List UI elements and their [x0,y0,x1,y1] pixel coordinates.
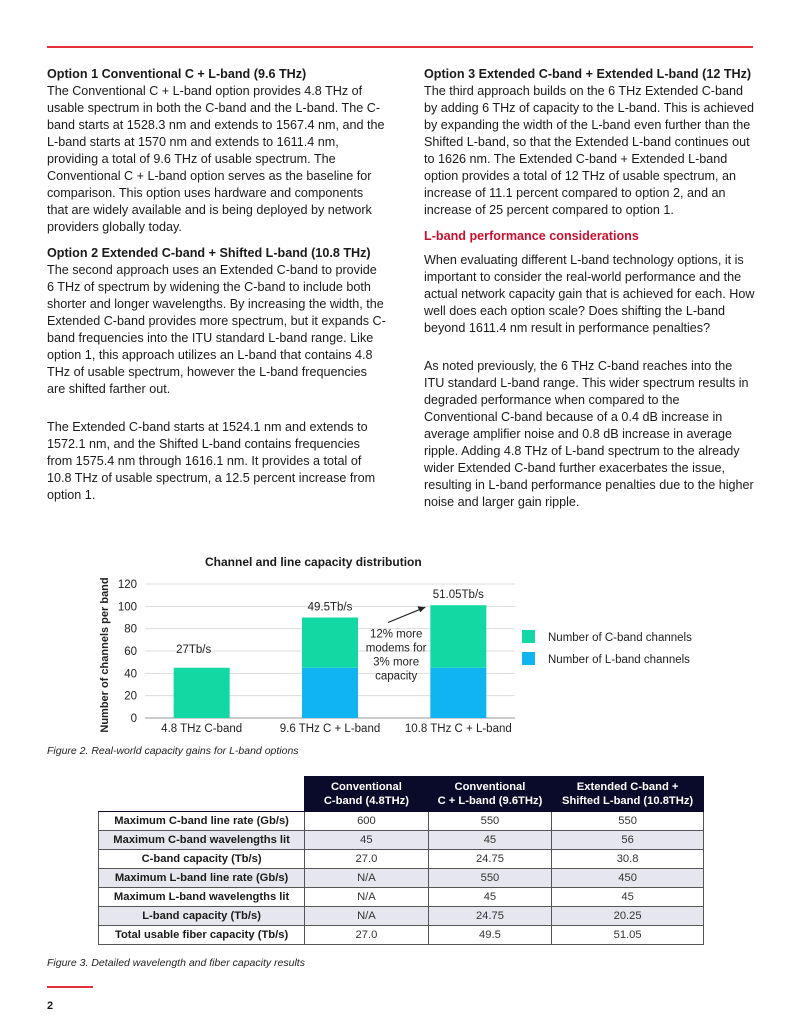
figure3-caption: Figure 3. Detailed wavelength and fiber capacity results [47,957,305,969]
y-tick-label: 20 [124,690,137,703]
capacity-table [98,776,704,945]
y-tick-label: 100 [117,601,137,614]
table-row [99,926,704,945]
table-cell: 49.5 [428,926,552,945]
data-label: 27Tb/s [176,643,212,656]
annotation-arrowhead [417,606,425,612]
annotation-text: 3% more [373,656,420,669]
bar-segment [430,605,486,668]
table-row [99,850,704,869]
table-cell: 550 [428,869,552,888]
table-cell: 27.0 [305,850,429,869]
row-label: Maximum C-band wavelengths lit [99,831,305,850]
data-label: 49.5Tb/s [307,601,353,614]
table-cell: N/A [305,907,429,926]
row-label: Maximum C-band line rate (Gb/s) [99,812,305,831]
option1-heading: Option 1 Conventional C + L-band (9.6 THz) [47,67,307,81]
table-row [99,907,704,926]
table-cell: 600 [305,812,429,831]
x-tick-label: 9.6 THz C + L-band [279,723,381,735]
table-cell: 550 [552,812,704,831]
column-header: Extended C-band + Shifted L-band (10.8THz) [552,777,704,812]
y-tick-label: 40 [124,668,137,681]
table-cell: 56 [552,831,704,850]
data-label: 51.05Tb/s [432,589,484,602]
table-cell: 45 [428,888,552,907]
row-label: C-band capacity (Tb/s) [99,850,305,869]
footer-divider [47,986,93,988]
table-cell: 45 [428,831,552,850]
table-cell: 450 [552,869,704,888]
legend-swatch [522,630,535,643]
option2-body-2: The Extended C-band starts at 1524.1 nm and extends to 1572.1 nm, and the Shifted L-band contains frequencies from 1575.4 nm through 1616.1 nm. It provides a total of 10.8 THz of usable spectrum, a 12.5 percent increase from option 1. [47,420,376,502]
option3-body: The third approach builds on the 6 THz Extended C-band by adding 6 THz of capacity to the L-band. This is achieved by expanding the width of the L-band even further than the Shifted L-band, so that the Extended L-band continues out to 1626 nm. The Extended C-band + Extended L-band option provides a total of 12 THz of usable spectrum, an increase of 11.1 percent compared to option 2, and an increase of 25 percent compared to option 1. [424,84,754,217]
bar-segment [302,668,358,718]
table-cell: 20.25 [552,907,704,926]
column-header: Conventional C + L-band (9.6THz) [428,777,552,812]
table-row [99,888,704,907]
bar-segment [430,668,486,718]
table-cell: 45 [305,831,429,850]
table-cell: 51.05 [552,926,704,945]
table-cell: 27.0 [305,926,429,945]
legend-label: Number of L-band channels [548,654,690,666]
figure2-caption: Figure 2. Real-world capacity gains for L-band options [47,745,299,757]
table-cell: 550 [428,812,552,831]
table-corner [99,777,305,812]
x-tick-label: 10.8 THz C + L-band [404,723,512,735]
legend-label: Number of C-band channels [548,632,692,644]
top-divider [47,46,753,48]
table-cell: N/A [305,888,429,907]
legend-swatch [522,652,535,665]
column-header: Conventional C-band (4.8THz) [305,777,429,812]
row-label: Maximum L-band line rate (Gb/s) [99,869,305,888]
row-label: L-band capacity (Tb/s) [99,907,305,926]
y-tick-label: 80 [124,623,137,636]
option3-heading: Option 3 Extended C-band + Extended L-band (12 THz) [424,67,752,81]
performance-body-2: As noted previously, the 6 THz C-band reaches into the ITU standard L-band range. This wider spectrum results in degraded performance when compared to the Conventional C-band because of a 0.4 dB increase in average amplifier noise and 0.8 dB increase in average ripple. Adding 4.8 THz of L-band spectrum to the already wider Extended C-band further exacerbates the issue, resulting in L-band performance penalties due to the higher noise and larger gain ripple. [424,359,754,509]
table-cell: 30.8 [552,850,704,869]
annotation-text: modems for [365,642,427,655]
annotation-text: capacity [375,670,418,683]
option2-heading: Option 2 Extended C-band + Shifted L-band (10.8 THz) [47,246,371,260]
table-cell: 45 [552,888,704,907]
page-number: 2 [47,1000,54,1012]
annotation-text: 12% more [369,628,423,641]
row-label: Total usable fiber capacity (Tb/s) [99,926,305,945]
y-axis-label: Number of channels per band [99,577,111,733]
option1-body: The Conventional C + L-band option provides 4.8 THz of usable spectrum in both the C-band and the L-band. The C-band starts at 1528.3 nm and extends to 1567.4 nm, and the L-band starts at 1570 nm and extends to 1611.4 nm, providing a total of 9.6 THz of usable spectrum. The Conventional C + L-band option serves as the baseline for comparison. This option uses hardware and components that are widely available and is being deployed by network providers globally today. [47,84,385,234]
y-tick-label: 60 [124,646,137,658]
y-tick-label: 120 [117,579,137,591]
x-tick-label: 4.8 THz C-band [161,723,243,735]
table-row [99,869,704,888]
table-cell: 24.75 [428,850,552,869]
performance-body-1: When evaluating different L-band technology options, it is important to consider the real-world performance and the actual network capacity gain that is achieved for each. How well does each option scale? Does shifting the L-band beyond 1611.4 nm result in performance penalties? [424,253,755,335]
table-cell: 24.75 [428,907,552,926]
table-cell: N/A [305,869,429,888]
left-column [47,66,387,513]
capacity-chart [95,553,755,743]
table-header-row [99,777,704,812]
chart-canvas [95,553,755,743]
option2-body-1: The second approach uses an Extended C-band to provide 6 THz of spectrum by widening the C-band to include both shorter and longer wavelengths. By increasing the width, the Extended C-band provides more spectrum, but it expands C-band frequencies into the ITU standard L-band range. Like option 1, this approach utilizes an L-band that contains 4.8 THz of usable spectrum, however the L-band frequencies are shifted farther out. [47,263,386,396]
right-column [424,66,756,520]
table-row [99,831,704,850]
bar-segment [174,668,230,718]
chart-title: Channel and line capacity distribution [205,555,422,569]
row-label: Maximum L-band wavelengths lit [99,888,305,907]
table-row [99,812,704,831]
y-tick-label: 0 [130,713,137,725]
performance-heading: L-band performance considerations [424,229,639,243]
bar-segment [302,618,358,668]
